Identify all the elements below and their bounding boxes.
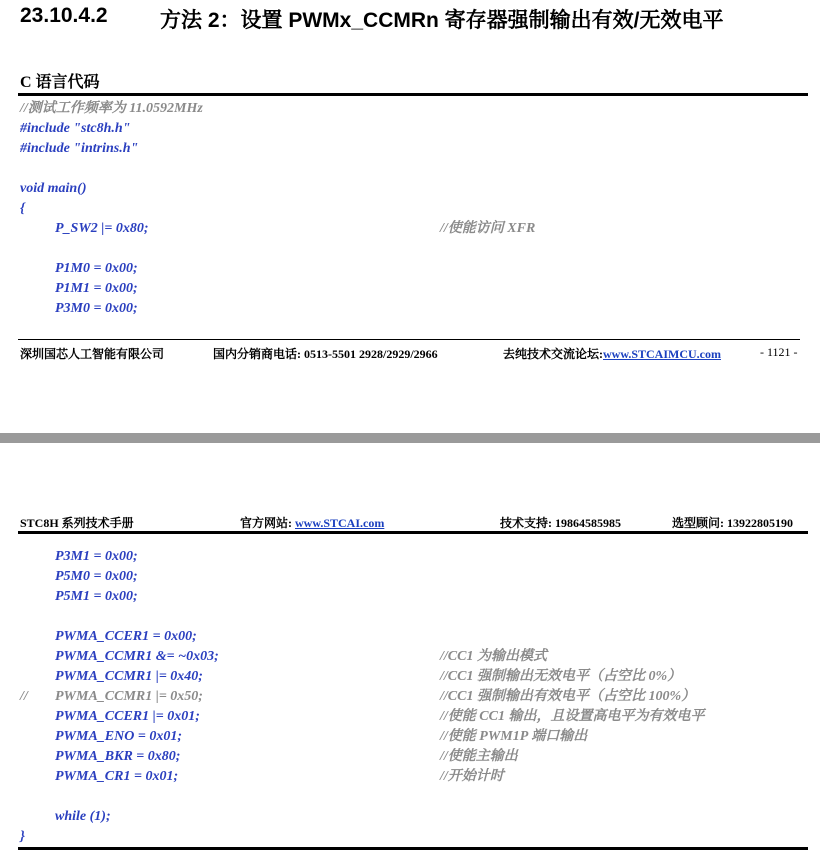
header-consult: 选型顾问: 13922805190: [672, 516, 793, 530]
header-site: [240, 514, 384, 531]
code-text: P1M1 = 0x00;: [55, 281, 138, 296]
code-text: P_SW2 |= 0x80;: [55, 221, 149, 236]
code-text: PWMA_CCER1 = 0x00;: [55, 629, 197, 644]
page-break: [0, 433, 820, 443]
code-text: PWMA_CCER1 |= 0x01;: [55, 709, 200, 724]
code-comment: //开始计时: [440, 769, 504, 784]
code-comment: //CC1 为输出模式: [440, 649, 547, 664]
code-bottom-rule: [18, 847, 808, 850]
code-text: P5M0 = 0x00;: [55, 569, 138, 584]
code-line-prefix: //: [20, 689, 28, 704]
code-comment: //使能 CC1 输出，且设置高电平为有效电平: [440, 709, 705, 724]
code-comment: //使能 PWM1P 端口输出: [440, 729, 588, 744]
page-number: - 1121 -: [760, 345, 798, 359]
footer-forum-link[interactable]: www.STCAIMCU.com: [603, 347, 721, 361]
code-comment: //使能主输出: [440, 749, 518, 764]
header-site-label: 官方网站:: [240, 516, 292, 530]
code-text: P3M0 = 0x00;: [55, 301, 138, 316]
code-comment: //CC1 强制输出有效电平（占空比 100%）: [440, 689, 696, 704]
code-text: #include "stc8h.h": [20, 121, 131, 136]
footer-company: 深圳国芯人工智能有限公司: [20, 347, 165, 361]
code-text: P1M0 = 0x00;: [55, 261, 138, 276]
subheading: C 语言代码: [20, 74, 100, 91]
code-text: P5M1 = 0x00;: [55, 589, 138, 604]
code-text: }: [20, 829, 25, 844]
code-top-rule: [18, 93, 808, 96]
section-title: 方法 2：设置 PWMx_CCMRn 寄存器强制输出有效/无效电平: [160, 9, 724, 32]
footer-rule: [18, 339, 800, 340]
code-text: void main(): [20, 181, 87, 196]
code-text: PWMA_CCMR1 |= 0x50;: [55, 689, 203, 704]
code-text: #include "intrins.h": [20, 141, 139, 156]
code-text: while (1);: [55, 809, 111, 824]
footer-phone-label: 国内分销商电话:: [213, 347, 301, 361]
header-site-link[interactable]: www.STCAI.com: [295, 516, 385, 530]
header-manual-title: STC8H 系列技术手册: [20, 516, 134, 530]
footer-forum-label: 去纯技术交流论坛:: [503, 347, 603, 361]
code-text: {: [20, 201, 25, 216]
code-text: //测试工作频率为 11.0592MHz: [20, 101, 203, 116]
header-support: 技术支持: 19864585985: [500, 516, 621, 530]
footer-phone: [213, 345, 438, 362]
section-number: 23.10.4.2: [20, 4, 108, 27]
code-text: PWMA_CCMR1 &= ~0x03;: [55, 649, 219, 664]
code-text: PWMA_ENO = 0x01;: [55, 729, 182, 744]
code-text: PWMA_CCMR1 |= 0x40;: [55, 669, 203, 684]
footer-phone-number: 0513-5501 2928/2929/2966: [304, 347, 438, 361]
code-comment: //使能访问 XFR: [440, 221, 536, 236]
code-text: PWMA_BKR = 0x80;: [55, 749, 181, 764]
code-comment: //CC1 强制输出无效电平（占空比 0%）: [440, 669, 682, 684]
code-text: P3M1 = 0x00;: [55, 549, 138, 564]
code-text: PWMA_CR1 = 0x01;: [55, 769, 179, 784]
header-rule: [18, 531, 808, 534]
footer-forum: [503, 345, 721, 362]
